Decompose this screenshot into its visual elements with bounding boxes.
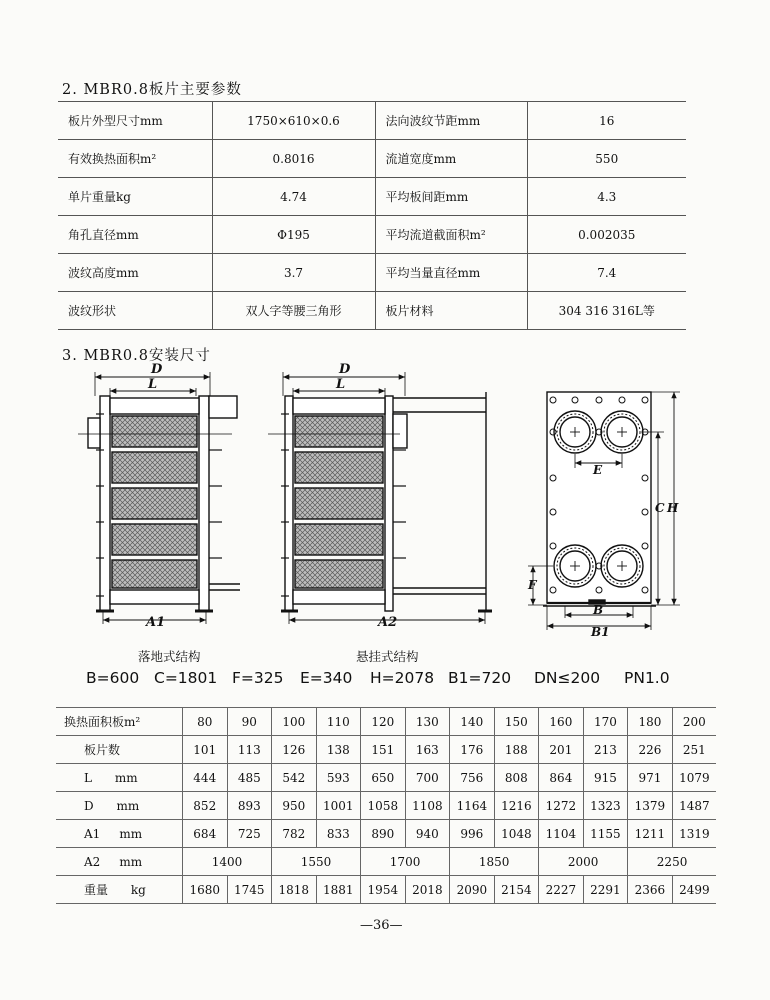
- param-row: [58, 140, 686, 178]
- plate-params-table: [58, 101, 686, 330]
- spec-cell: 650: [361, 764, 406, 792]
- param-label: 角孔直径mm: [58, 216, 212, 254]
- spec-row: [56, 736, 716, 764]
- caption-floor-mount: 落地式结构: [138, 649, 201, 664]
- spec-cell: 915: [583, 764, 628, 792]
- spec-cell: 1211: [628, 820, 673, 848]
- param-row: [58, 216, 686, 254]
- param-label: 平均流道截面积m²: [375, 216, 527, 254]
- spec-cell: 80: [183, 708, 228, 736]
- spec-cell: 1954: [361, 876, 406, 904]
- section-title-install: 3. MBR0.8安装尺寸: [62, 348, 211, 364]
- caption-hanging: 悬挂式结构: [356, 649, 419, 664]
- spec-cell: 1487: [672, 792, 716, 820]
- param-value: 4.3: [527, 178, 686, 216]
- spec-cell: 1079: [672, 764, 716, 792]
- spec-row: [56, 708, 716, 736]
- spec-row-label: D mm: [56, 792, 183, 820]
- param-value: 双人字等腰三角形: [212, 292, 375, 330]
- spec-cell: 163: [405, 736, 450, 764]
- spec-cell: 101: [183, 736, 228, 764]
- spec-cell: 485: [227, 764, 272, 792]
- param-label: 平均板间距mm: [375, 178, 527, 216]
- spec-cell: 1108: [405, 792, 450, 820]
- spec-cell: 130: [405, 708, 450, 736]
- dim-F: F=325: [232, 669, 284, 687]
- param-label: 有效换热面积m²: [58, 140, 212, 178]
- param-label: 法向波纹节距mm: [375, 102, 527, 140]
- spec-cell: 1216: [494, 792, 539, 820]
- param-value: 7.4: [527, 254, 686, 292]
- spec-cell: 593: [316, 764, 361, 792]
- dim-DN: DN≤200: [534, 669, 601, 687]
- installation-drawing: [0, 360, 770, 645]
- spec-cell: 200: [672, 708, 716, 736]
- spec-cell-merged: 2250: [628, 848, 716, 876]
- spec-row-label: 重量 kg: [56, 876, 183, 904]
- spec-cell: 2090: [450, 876, 495, 904]
- spec-cell: 150: [494, 708, 539, 736]
- param-label: 板片材料: [375, 292, 527, 330]
- spec-cell: 1058: [361, 792, 406, 820]
- spec-cell: 1155: [583, 820, 628, 848]
- spec-cell: 808: [494, 764, 539, 792]
- spec-row: [56, 876, 716, 904]
- param-row: [58, 102, 686, 140]
- spec-cell: 90: [227, 708, 272, 736]
- spec-cell: 2499: [672, 876, 716, 904]
- label-L-hanging: L: [336, 377, 346, 392]
- label-H: H: [667, 501, 679, 515]
- label-E: E: [593, 463, 603, 477]
- spec-cell: 1164: [450, 792, 495, 820]
- dim-E: E=340: [300, 669, 353, 687]
- spec-row: [56, 820, 716, 848]
- floor-mount-view: [78, 372, 240, 624]
- spec-row-label: A2 mm: [56, 848, 183, 876]
- spec-cell: 126: [272, 736, 317, 764]
- param-row: [58, 292, 686, 330]
- label-F: F: [528, 578, 537, 592]
- spec-row: [56, 764, 716, 792]
- spec-cell: 110: [316, 708, 361, 736]
- dim-PN: PN1.0: [624, 669, 670, 687]
- spec-cell-merged: 1400: [183, 848, 272, 876]
- param-label: 单片重量kg: [58, 178, 212, 216]
- spec-cell: 996: [450, 820, 495, 848]
- spec-row: [56, 792, 716, 820]
- spec-cell: 700: [405, 764, 450, 792]
- spec-cell-merged: 1700: [361, 848, 450, 876]
- spec-cell-merged: 2000: [539, 848, 628, 876]
- param-value: 4.74: [212, 178, 375, 216]
- param-label: 平均当量直径mm: [375, 254, 527, 292]
- label-A2: A2: [378, 615, 398, 630]
- spec-cell: 950: [272, 792, 317, 820]
- label-L: L: [148, 377, 158, 392]
- param-value: 0.8016: [212, 140, 375, 178]
- spec-cell: 542: [272, 764, 317, 792]
- spec-cell: 1272: [539, 792, 584, 820]
- label-B: B: [593, 603, 604, 617]
- spec-cell: 1104: [539, 820, 584, 848]
- label-D: D: [151, 362, 163, 377]
- spec-cell: 971: [628, 764, 673, 792]
- param-row: [58, 254, 686, 292]
- param-value: 3.7: [212, 254, 375, 292]
- spec-cell: 2366: [628, 876, 673, 904]
- spec-cell: 120: [361, 708, 406, 736]
- spec-cell: 2227: [539, 876, 584, 904]
- spec-cell: 1680: [183, 876, 228, 904]
- spec-cell: 2291: [583, 876, 628, 904]
- spec-cell: 188: [494, 736, 539, 764]
- label-D-hanging: D: [339, 362, 351, 377]
- spec-cell: 1745: [227, 876, 272, 904]
- spec-cell: 138: [316, 736, 361, 764]
- spec-cell: 151: [361, 736, 406, 764]
- label-C: C: [655, 501, 665, 515]
- label-A1: A1: [146, 615, 166, 630]
- hanging-view: [268, 372, 492, 624]
- spec-row-label: 板片数: [56, 736, 183, 764]
- param-value: 0.002035: [527, 216, 686, 254]
- spec-cell: 864: [539, 764, 584, 792]
- spec-cell: 893: [227, 792, 272, 820]
- param-value: 550: [527, 140, 686, 178]
- dim-B: B=600: [86, 669, 140, 687]
- param-value: 304 316 316L等: [527, 292, 686, 330]
- spec-cell: 1818: [272, 876, 317, 904]
- page-number: —36—: [360, 918, 403, 933]
- spec-cell: 1379: [628, 792, 673, 820]
- spec-cell: 113: [227, 736, 272, 764]
- param-value: 16: [527, 102, 686, 140]
- param-row: [58, 178, 686, 216]
- spec-cell: 213: [583, 736, 628, 764]
- spec-row-label: 换热面积板m²: [56, 708, 183, 736]
- param-value: 1750×610×0.6: [212, 102, 375, 140]
- spec-cell: 251: [672, 736, 716, 764]
- spec-cell: 226: [628, 736, 673, 764]
- spec-cell: 170: [583, 708, 628, 736]
- spec-cell: 444: [183, 764, 228, 792]
- spec-cell: 1881: [316, 876, 361, 904]
- spec-cell-merged: 1850: [450, 848, 539, 876]
- param-label: 板片外型尺寸mm: [58, 102, 212, 140]
- spec-row-label: A1 mm: [56, 820, 183, 848]
- spec-cell: 833: [316, 820, 361, 848]
- dim-H: H=2078: [370, 669, 435, 687]
- spec-cell: 725: [227, 820, 272, 848]
- spec-cell: 1048: [494, 820, 539, 848]
- spec-cell: 160: [539, 708, 584, 736]
- spec-cell: 100: [272, 708, 317, 736]
- installation-spec-table: [56, 707, 716, 904]
- spec-cell: 684: [183, 820, 228, 848]
- section-title-params: 2. MBR0.8板片主要参数: [62, 82, 242, 98]
- spec-cell: 2154: [494, 876, 539, 904]
- spec-cell: 1323: [583, 792, 628, 820]
- spec-cell: 940: [405, 820, 450, 848]
- dim-C: C=1801: [154, 669, 218, 687]
- spec-cell: 782: [272, 820, 317, 848]
- spec-row: [56, 848, 716, 876]
- spec-cell: 1319: [672, 820, 716, 848]
- spec-cell: 140: [450, 708, 495, 736]
- param-label: 流道宽度mm: [375, 140, 527, 178]
- spec-cell: 890: [361, 820, 406, 848]
- param-label: 波纹形状: [58, 292, 212, 330]
- spec-cell: 852: [183, 792, 228, 820]
- param-value: Φ195: [212, 216, 375, 254]
- spec-cell: 180: [628, 708, 673, 736]
- spec-cell-merged: 1550: [272, 848, 361, 876]
- spec-cell: 2018: [405, 876, 450, 904]
- dim-B1: B1=720: [448, 669, 512, 687]
- param-label: 波纹高度mm: [58, 254, 212, 292]
- spec-cell: 756: [450, 764, 495, 792]
- label-B1: B1: [591, 625, 610, 639]
- spec-cell: 176: [450, 736, 495, 764]
- spec-cell: 201: [539, 736, 584, 764]
- spec-cell: 1001: [316, 792, 361, 820]
- spec-row-label: L mm: [56, 764, 183, 792]
